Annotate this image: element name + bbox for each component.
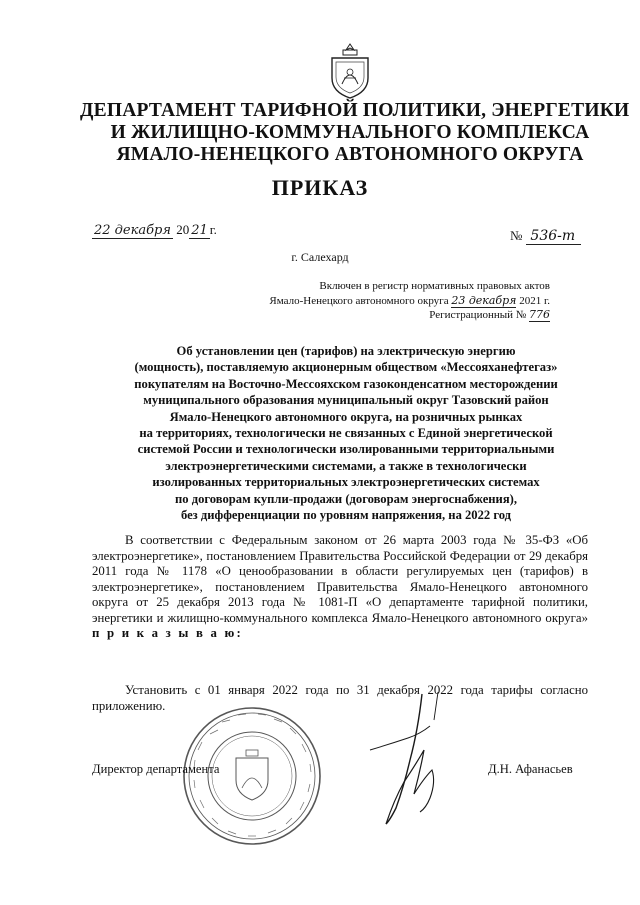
date-year-prefix: 20 [176, 222, 190, 237]
registration-date-handwritten: 23 декабря [451, 293, 517, 307]
subject-line: изолированных территориальных электроэнергетических системах [152, 475, 540, 490]
number-handwritten: 536-т [526, 228, 581, 245]
subject-line: покупателям на Восточно-Мессояхском газоконденсатном месторождении [134, 376, 558, 391]
document-title: ПРИКАЗ [271, 175, 369, 200]
signatory-name: Д.Н. Афанасьев [488, 762, 573, 776]
number-label: № [510, 228, 523, 243]
order-date [92, 222, 217, 238]
subject-line: (мощность), поставляемую акционерным обществом «Мессояханефтегаз» [134, 360, 558, 375]
preamble-paragraph [92, 533, 588, 642]
signatory-position: Директор департамента [92, 762, 220, 776]
preamble-text: В соответствии с Федеральным законом от 26 марта 2003 года № 35-ФЗ «Об электроэнергетике», постановлением Правительства Российской Федерации от 29 декабря 2011 года № 1178 «О ценообразовании в области регулируемых цен (тарифов) в электроэнергетике», постановлением Правительства Ямало-Ненецкого автономного округа от 25 декабря 2013 года № 1081-П «О департаменте тарифной политики, энергетики и жилищно-коммунального комплекса Ямало-Ненецкого автономного округа» [92, 533, 588, 625]
registration-number-handwritten: 776 [529, 308, 550, 321]
city: г. Салехард [291, 250, 349, 264]
order-number [510, 228, 581, 244]
subject-line: электроэнергетическими системами, а также в технологически [165, 458, 527, 473]
subject-line: муниципального образования муниципальный округ Тазовский район [143, 393, 549, 408]
registration-line: Включен в регистр нормативных правовых актов [319, 280, 550, 292]
subject-line: Ямало-Ненецкого автономного округа, на розничных рынках [169, 409, 523, 424]
subject-line: без дифференциации по уровням напряжения, на 2022 год [180, 508, 512, 523]
department-line: ЯМАЛО-НЕНЕЦКОГО АВТОНОМНОГО ОКРУГА [116, 144, 584, 165]
registration-line: Регистрационный № 776 [429, 308, 550, 321]
date-suffix: г. [209, 222, 217, 237]
order-verb: п р и к а з ы в а ю: [92, 626, 243, 640]
order-subject [96, 343, 596, 523]
registration-line: Ямало-Ненецкого автономного округа 23 декабря 2021 г. [269, 293, 550, 307]
subject-line: системой России и технологически изолированными территориальными [137, 442, 555, 457]
subject-line: по договорам купли-продажи (договорам энергоснабжения), [175, 491, 517, 506]
subject-line: на территориях, технологически не связанных с Единой энергетической [139, 426, 553, 441]
date-year-handwritten: 21 [191, 223, 208, 238]
subject-line: Об установлении цен (тарифов) на электрическую энергию [176, 344, 516, 358]
department-line: И ЖИЛИЩНО-КОММУНАЛЬНОГО КОМПЛЕКСА [110, 122, 590, 143]
handwritten-signature [360, 690, 450, 830]
department-line: ДЕПАРТАМЕНТ ТАРИФНОЙ ПОЛИТИКИ, ЭНЕРГЕТИКИ [80, 100, 630, 121]
department-header [80, 100, 630, 166]
registration-block [150, 280, 550, 323]
date-handwritten: 22 декабря [94, 223, 171, 238]
resolution-paragraph: Установить с 01 января 2022 года по 31 декабря 2022 года тарифы согласно приложению. [92, 683, 588, 713]
coat-of-arms-emblem [328, 42, 372, 100]
